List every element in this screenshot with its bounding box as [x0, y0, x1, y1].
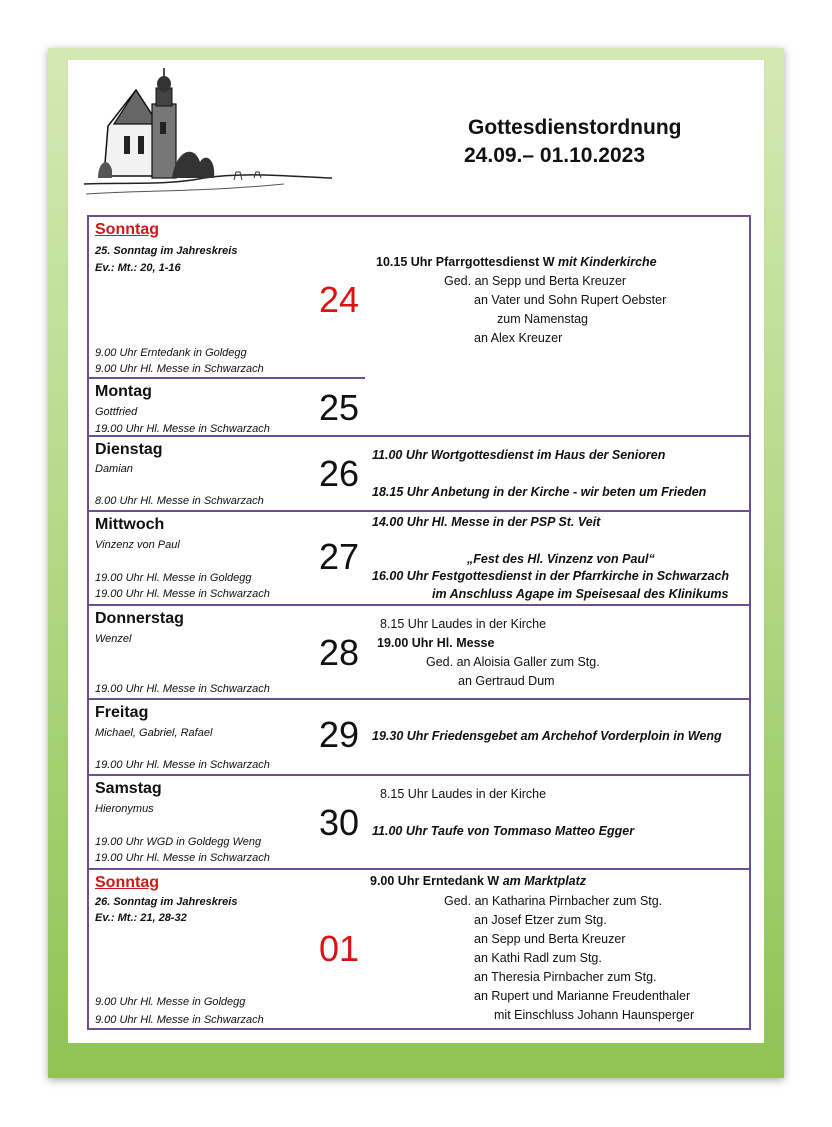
event-line: an Theresia Pirnbacher zum Stg. — [474, 970, 657, 984]
event-line: an Kathi Radl zum Stg. — [474, 951, 602, 965]
event-main: 10.15 Uhr Pfarrgottesdienst W mit Kinderkirche — [376, 255, 657, 269]
event-line: 14.00 Uhr Hl. Messe in der PSP St. Veit — [372, 515, 601, 529]
day-number: 29 — [318, 714, 360, 755]
day-name: Mittwoch — [95, 516, 165, 533]
gospel-reading: Ev.: Mt.: 20, 1-16 — [95, 262, 181, 274]
event-line: Ged. an Katharina Pirnbacher zum Stg. — [444, 894, 663, 908]
event-line: Ged. an Sepp und Berta Kreuzer — [444, 274, 627, 288]
event-line: Ged. an Aloisia Galler zum Stg. — [426, 655, 600, 669]
event-line: an Gertraud Dum — [458, 674, 555, 688]
gospel-reading: Ev.: Mt.: 21, 28-32 — [95, 912, 187, 924]
event-line: im Anschluss Agape im Speisesaal des Klinikums — [432, 587, 729, 601]
event-line: 11.00 Uhr Taufe von Tommaso Matteo Egger — [372, 824, 635, 838]
day-row-donnerstag-28 — [87, 606, 751, 700]
day-number: 27 — [318, 536, 360, 577]
day-subtitle: Hieronymus — [95, 803, 154, 815]
event-line: 19.00 Uhr Hl. Messe — [377, 636, 495, 650]
event-line: 16.00 Uhr Festgottesdienst in der Pfarrkirche in Schwarzach — [372, 569, 730, 583]
day-note: 8.00 Uhr Hl. Messe in Schwarzach — [95, 495, 264, 507]
day-note: 9.00 Uhr Hl. Messe in Schwarzach — [95, 1014, 264, 1026]
church-illustration — [84, 66, 334, 196]
day-name: Dienstag — [95, 441, 163, 458]
day-note: 19.00 Uhr Hl. Messe in Schwarzach — [95, 759, 270, 771]
day-row-mittwoch-27 — [87, 512, 751, 606]
day-note: 19.00 Uhr WGD in Goldegg Weng — [95, 836, 262, 848]
day-note: 9.00 Uhr Hl. Messe in Goldegg — [95, 996, 246, 1008]
day-name: Donnerstag — [95, 610, 184, 627]
event-line: „Fest des Hl. Vinzenz von Paul“ — [467, 552, 655, 566]
day-subtitle: 26. Sonntag im Jahreskreis — [95, 896, 238, 908]
day-number: 25 — [318, 387, 360, 428]
day-number: 24 — [318, 279, 360, 320]
day-number: 26 — [318, 453, 360, 494]
day-note: 19.00 Uhr Hl. Messe in Goldegg — [95, 572, 252, 584]
event-line: an Josef Etzer zum Stg. — [474, 913, 607, 927]
schedule-table — [87, 215, 751, 1030]
day-name: Sonntag — [95, 221, 159, 238]
day-subtitle: Vinzenz von Paul — [95, 539, 180, 551]
event-line: 18.15 Uhr Anbetung in der Kirche - wir beten um Frieden — [372, 485, 707, 499]
day-name: Samstag — [95, 780, 162, 797]
event-main: 9.00 Uhr Erntedank W am Marktplatz — [370, 874, 587, 888]
day-row-sonntag-24 — [87, 215, 751, 437]
day-subtitle: Damian — [95, 463, 133, 475]
event-line: an Vater und Sohn Rupert Oebster — [474, 293, 667, 307]
event-line: an Sepp und Berta Kreuzer — [474, 932, 626, 946]
day-subtitle: Gottfried — [95, 406, 138, 418]
day-name: Freitag — [95, 704, 149, 721]
event-line: mit Einschluss Johann Haunsperger — [494, 1008, 695, 1022]
day-note: 9.00 Uhr Hl. Messe in Schwarzach — [95, 363, 264, 375]
event-line: 11.00 Uhr Wortgottesdienst im Haus der Senioren — [372, 448, 666, 462]
day-number: 01 — [318, 928, 360, 969]
day-note: 19.00 Uhr Hl. Messe in Schwarzach — [95, 683, 270, 695]
day-note: 19.00 Uhr Hl. Messe in Schwarzach — [95, 852, 270, 864]
event-line: an Rupert und Marianne Freudenthaler — [474, 989, 691, 1003]
day-subtitle: Wenzel — [95, 633, 132, 645]
day-name: Montag — [95, 383, 152, 400]
date-range: 24.09.– 01.10.2023 — [464, 144, 646, 167]
day-row-sonntag-01 — [87, 870, 751, 1030]
event-line: 8.15 Uhr Laudes in der Kirche — [380, 617, 547, 631]
row-divider — [89, 377, 365, 379]
page-title: Gottesdienstordnung — [468, 116, 682, 139]
day-row-dienstag-26 — [87, 437, 751, 512]
day-number: 28 — [318, 632, 360, 673]
day-row-samstag-30 — [87, 776, 751, 870]
day-row-freitag-29 — [87, 700, 751, 776]
day-subtitle: Michael, Gabriel, Rafael — [95, 727, 213, 739]
day-number: 30 — [318, 802, 360, 843]
event-line: zum Namenstag — [497, 312, 589, 326]
day-note: 9.00 Uhr Erntedank in Goldegg — [95, 347, 247, 359]
day-name: Sonntag — [95, 874, 159, 891]
event-line: 8.15 Uhr Laudes in der Kirche — [380, 787, 547, 801]
event-line: an Alex Kreuzer — [474, 331, 563, 345]
day-note: 19.00 Uhr Hl. Messe in Schwarzach — [95, 588, 270, 600]
page-header — [440, 114, 710, 170]
day-note: 19.00 Uhr Hl. Messe in Schwarzach — [95, 423, 270, 435]
event-line: 19.30 Uhr Friedensgebet am Archehof Vorderploin in Weng — [372, 729, 722, 743]
day-subtitle: 25. Sonntag im Jahreskreis — [95, 245, 238, 257]
